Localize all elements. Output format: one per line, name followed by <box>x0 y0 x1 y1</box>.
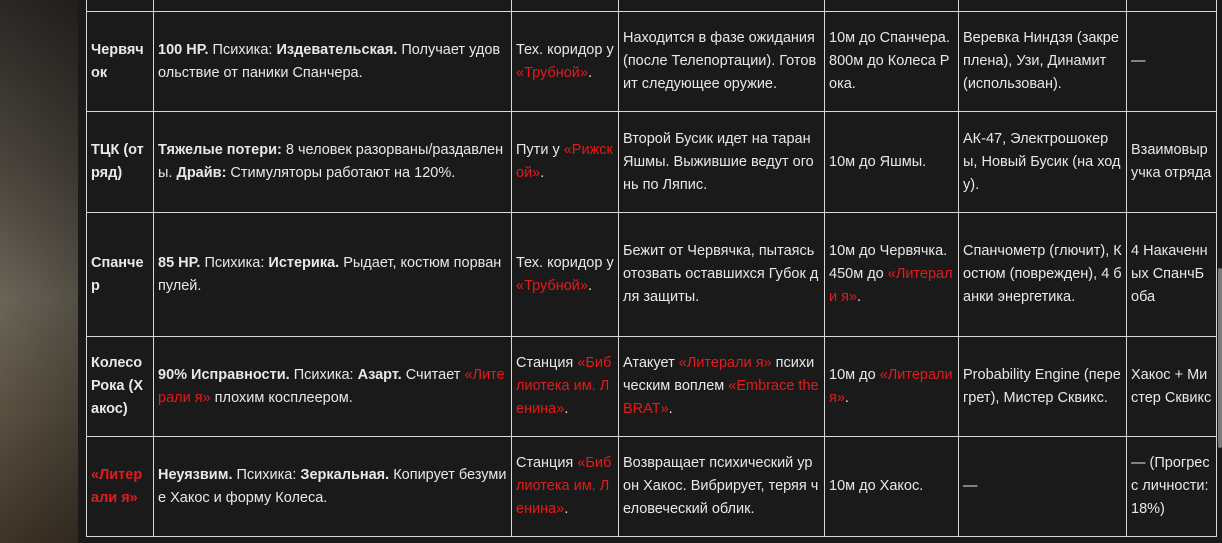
inventory-cell: — <box>959 437 1127 537</box>
location-text: . <box>540 165 545 181</box>
distance-text: . <box>844 389 849 406</box>
table-row <box>87 213 1217 337</box>
action-target: «Литерали я» <box>678 355 772 371</box>
location-text: Тех. коридор у <box>516 41 614 58</box>
state-hp: 85 HP. <box>158 254 201 271</box>
last-cell: 4 Накаченных СпанчБоба <box>1127 213 1217 337</box>
location-text: . <box>564 401 569 417</box>
last-cell: Хакос + Мистер Сквикс <box>1127 337 1217 437</box>
state-hp: 100 HP. <box>158 41 209 58</box>
distance-text: . <box>857 289 862 305</box>
state-cell <box>154 437 512 537</box>
location-station: «Трубной» <box>516 64 588 81</box>
table-row-partial <box>87 0 1217 12</box>
character-status-table <box>86 0 1217 537</box>
location-cell <box>512 112 619 213</box>
character-name-cell: Червячок <box>87 12 154 112</box>
distance-text: 10м до Червячка. 450м до <box>829 243 948 282</box>
action-text: . <box>668 401 673 417</box>
inventory-cell: АК-47, Электрошокеры, Новый Бусик (на ходу). <box>959 112 1127 213</box>
state-psyche: Зеркальная. <box>300 466 390 483</box>
state-text: Получает удовольствие от паники Спанчера. <box>158 41 501 81</box>
state-label: 90% Исправности. <box>158 366 290 383</box>
location-station: «Рижской» <box>516 142 613 181</box>
state-text: 8 человек разорваны/раздавлены. <box>158 142 504 181</box>
distance-cell: 10м до Спанчера. 800м до Колеса Рока. <box>825 12 959 112</box>
state-label: Тяжелые потери: <box>158 142 282 158</box>
background-image <box>0 0 88 543</box>
scrollbar-thumb[interactable] <box>1218 268 1222 448</box>
last-cell: Взаимовыручка отряда <box>1127 112 1217 213</box>
distance-cell: 10м до Яшмы. <box>825 112 959 213</box>
table-row <box>87 12 1217 112</box>
action-attack-name: «Embrace the BRAT» <box>623 378 819 417</box>
table-cell <box>959 0 1127 12</box>
inventory-cell: Веревка Ниндзя (закреплена), Узи, Динамит (использован). <box>959 12 1127 112</box>
last-cell: — <box>1127 12 1217 112</box>
distance-target: «Литерали я» <box>829 366 953 406</box>
state-cell <box>154 12 512 112</box>
location-station: «Библиотека им. Ленина» <box>516 455 612 517</box>
inventory-cell: Спанчометр (глючит), Костюм (поврежден), 4 банки энергетика. <box>959 213 1127 337</box>
action-cell: Бежит от Червячка, пытаясь отозвать оставшихся Губок для защиты. <box>619 213 825 337</box>
action-cell <box>619 337 825 437</box>
table-cell <box>154 0 512 12</box>
character-name-cell: ТЦК (отряд) <box>87 112 154 213</box>
state-cell <box>154 112 512 213</box>
character-name-cell: Колесо Рока (Хакос) <box>87 337 154 437</box>
state-psyche: Издевательская. <box>276 41 398 58</box>
location-text: . <box>564 501 569 517</box>
action-cell: Второй Бусик идет на таран Яшмы. Выжившие ведут огонь по Ляпис. <box>619 112 825 213</box>
location-text: Станция <box>516 455 578 471</box>
state-psyche: Истерика. <box>268 254 340 271</box>
character-name-cell: Спанчер <box>87 213 154 337</box>
state-label: Неуязвим. <box>158 466 233 483</box>
distance-text: 10м до <box>829 366 880 383</box>
distance-cell: 10м до Хакос. <box>825 437 959 537</box>
distance-cell <box>825 213 959 337</box>
location-station: «Библиотека им. Ленина» <box>516 355 612 417</box>
location-text: Тех. коридор у <box>516 254 614 271</box>
table-row <box>87 337 1217 437</box>
table-cell <box>512 0 619 12</box>
character-name-cell: «Литерали я» <box>87 437 154 537</box>
state-text: Копирует безумие Хакос и форму Колеса. <box>158 466 507 506</box>
table-cell <box>825 0 959 12</box>
location-text: . <box>587 277 592 294</box>
location-cell <box>512 437 619 537</box>
location-cell <box>512 337 619 437</box>
state-cell <box>154 337 512 437</box>
state-text: Считает <box>401 366 465 383</box>
state-text: Психика: <box>289 366 358 383</box>
state-target: «Литерали я» <box>158 366 505 406</box>
state-text: Стимуляторы работают на 120%. <box>226 165 456 181</box>
distance-target: «Литерали я» <box>829 266 953 305</box>
state-text: Психика: <box>200 254 269 271</box>
location-cell <box>512 213 619 337</box>
location-text: Станция <box>516 355 578 371</box>
action-cell: Возвращает психический урон Хакос. Вибрирует, теряя человеческий облик. <box>619 437 825 537</box>
distance-cell <box>825 337 959 437</box>
location-text: . <box>587 64 592 81</box>
last-cell: — (Прогресс личности: 18%) <box>1127 437 1217 537</box>
table-cell <box>87 0 154 12</box>
table-cell <box>1127 0 1217 12</box>
state-text: плохим косплеером. <box>210 389 353 406</box>
state-cell <box>154 213 512 337</box>
state-psyche: Азарт. <box>357 366 402 383</box>
table-row <box>87 437 1217 537</box>
action-text: психическим воплем <box>623 355 815 394</box>
location-text: Пути у <box>516 142 564 158</box>
location-station: «Трубной» <box>516 277 588 294</box>
state-label: Драйв: <box>176 165 227 181</box>
state-text: Психика: <box>232 466 301 483</box>
state-text: Психика: <box>208 41 277 58</box>
inventory-cell: Probability Engine (перегрет), Мистер Сквикс. <box>959 337 1127 437</box>
table-row <box>87 112 1217 213</box>
clipped-text <box>158 0 507 5</box>
action-text: Атакует <box>623 355 679 371</box>
table-cell <box>619 0 825 12</box>
location-cell <box>512 12 619 112</box>
state-text: Рыдает, костюм порван пулей. <box>158 254 502 294</box>
action-cell: Находится в фазе ожидания (после Телепортации). Готовит следующее оружие. <box>619 12 825 112</box>
